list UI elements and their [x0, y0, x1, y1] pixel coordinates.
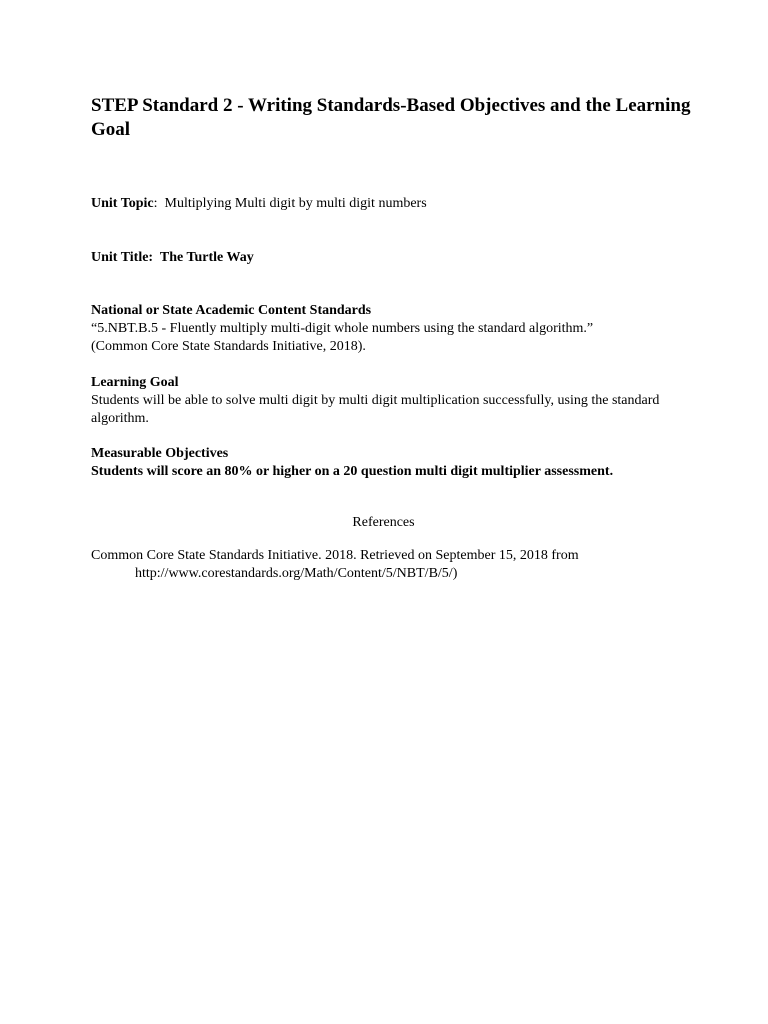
unit-title-label: Unit Title:: [91, 250, 154, 265]
references-heading: References: [352, 515, 415, 530]
unit-topic-value: Multiplying Multi digit by multi digit numbers: [164, 196, 427, 211]
reference-url: http://www.corestandards.org/Math/Content/5/NBT/B/5/): [135, 566, 458, 581]
standards-line-2: (Common Core State Standards Initiative, 2018).: [91, 339, 366, 354]
unit-topic-separator: :: [153, 196, 158, 211]
document-page: [91, 94, 691, 581]
learning-goal-text: Students will be able to solve multi digit by multi digit multiplication successfully, using the standard algorithm.: [91, 393, 660, 426]
reference-citation: Common Core State Standards Initiative. 2018. Retrieved on September 15, 2018 from: [91, 548, 579, 563]
learning-goal-heading: Learning Goal: [91, 375, 179, 390]
objectives-section: [91, 445, 691, 481]
learning-goal-section: [91, 374, 691, 428]
standards-line-1: “5.NBT.B.5 - Fluently multiply multi-digit whole numbers using the standard algorithm.”: [91, 321, 594, 336]
standards-heading: National or State Academic Content Standards: [91, 303, 372, 318]
document-title: STEP Standard 2 - Writing Standards-Based Objectives and the Learning Goal: [91, 95, 691, 140]
objectives-text: Students will score an 80% or higher on a 20 question multi digit multiplier assessment.: [91, 464, 614, 479]
objectives-heading: Measurable Objectives: [91, 446, 229, 461]
unit-topic-label: Unit Topic: [91, 196, 154, 211]
standards-section: [91, 302, 691, 356]
unit-topic: [91, 195, 427, 213]
reference-entry: [91, 547, 691, 583]
unit-title: [91, 249, 254, 267]
unit-title-value: The Turtle Way: [159, 250, 254, 265]
